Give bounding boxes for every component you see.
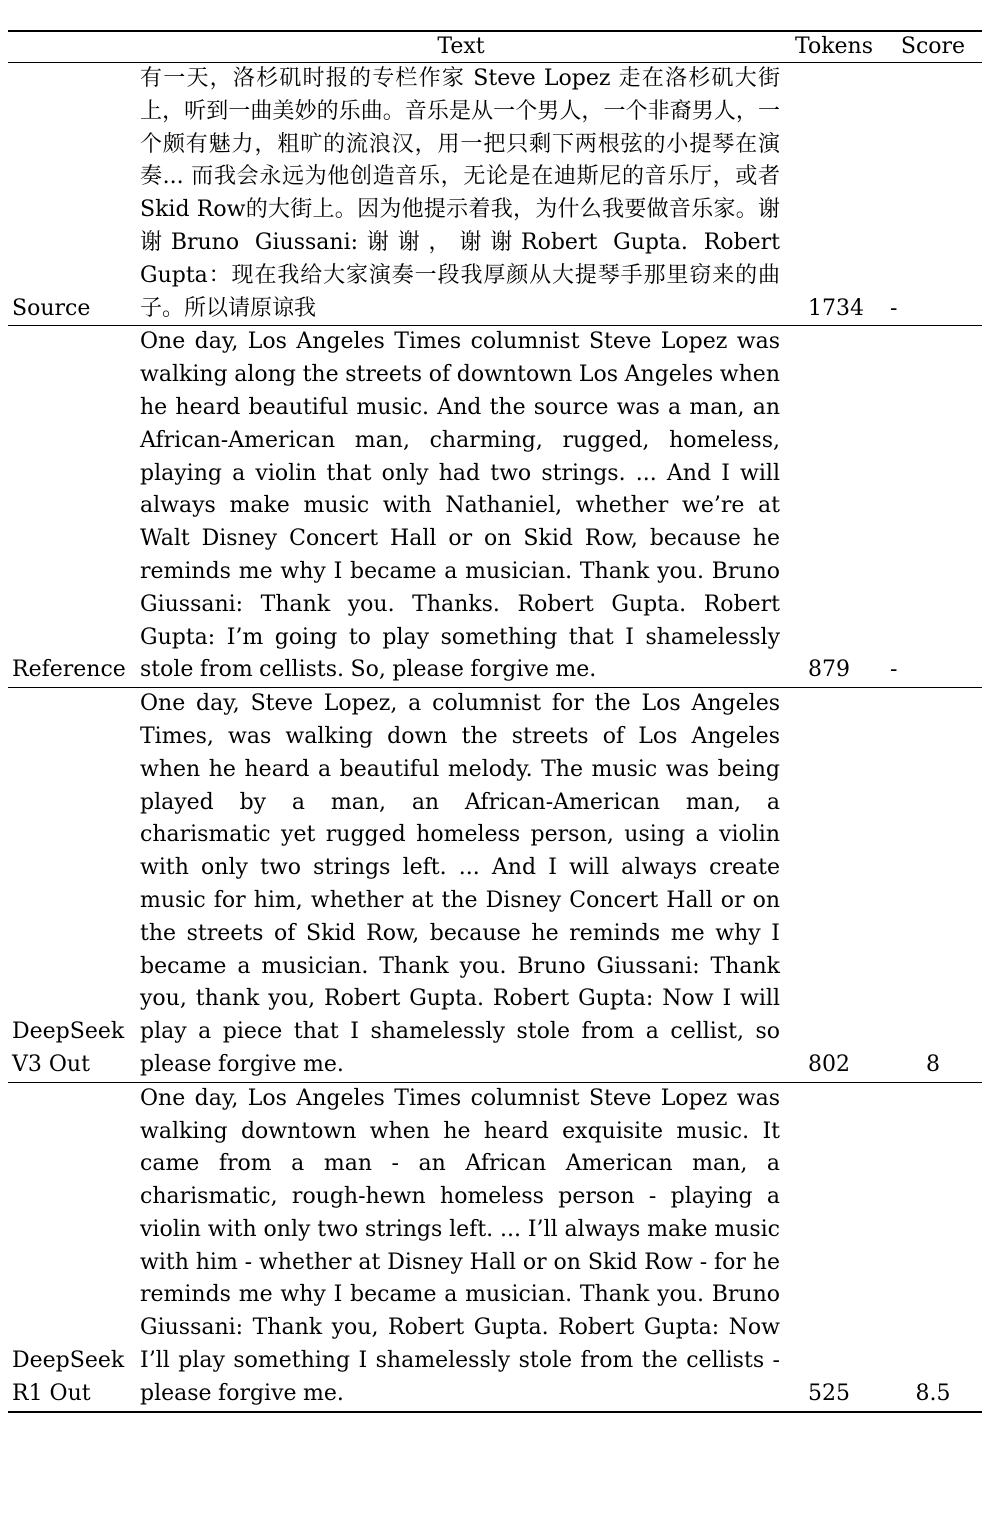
header-row (8, 31, 982, 63)
row-tokens: 525 (808, 1380, 850, 1406)
table-row-deepseek-v3 (8, 688, 982, 1083)
row-label: Reference (12, 657, 126, 683)
header-text: Text (437, 34, 485, 59)
row-text: One day, Los Angeles Times columnist Steve Lopez was walking along the streets of downtown Los Angeles when he heard beautiful music. And the source was a man, an African-American man, charming, rugged, homeless, playing a violin that only had two strings. ... And I will always make music with Nathaniel, whether we’re at Walt Disney Concert Hall or on Skid Row, because he reminds me why I became a musician. Thank you. Bruno Giussani: Thank you. Thanks. Robert Gupta. Robert Gupta: I’m going to play something that I shamelessly stole from cellists. So, please forgive me. (140, 329, 780, 683)
table-row-deepseek-r1 (8, 1082, 982, 1411)
row-tokens: 879 (808, 657, 850, 683)
header-label (8, 31, 138, 63)
row-tokens: 802 (808, 1051, 850, 1077)
row-score: 8 (926, 1051, 940, 1077)
table-row-source (8, 63, 982, 326)
header-tokens: Tokens (794, 34, 874, 59)
row-score: 8.5 (915, 1380, 951, 1406)
row-score: - (890, 295, 898, 321)
row-label: Source (12, 295, 91, 321)
row-score: - (890, 657, 898, 683)
row-text: One day, Steve Lopez, a columnist for the Los Angeles Times, was walking down the streets of Los Angeles when he heard a beautiful melody. The music was being played by a man, an African-American man, a charismatic yet rugged homeless person, using a violin with only two strings left. ... And I will always create music for him, whether at the Disney Concert Hall or on the streets of Skid Row, because he reminds me why I became a musician. Thank you. Bruno Giussani: Thank you, thank you, Robert Gupta. Robert Gupta: Now I will play a piece that I shamelessly stole from a cellist, so please forgive me. (140, 691, 780, 1077)
header-score: Score (900, 34, 966, 59)
row-label: DeepSeek V3 Out (12, 1019, 125, 1077)
row-label: DeepSeek R1 Out (12, 1348, 125, 1406)
comparison-table (8, 30, 982, 1413)
row-text: 有一天，洛杉矶时报的专栏作家 Steve Lopez 走在洛杉矶大街上，听到一曲美妙的乐曲。音乐是从一个男人，一个非裔男人，一个颇有魅力，粗旷的流浪汉，用一把只剩下两根弦的小提琴在演奏... 而我会永远为他创造音乐，无论是在迪斯尼的音乐厅，或者Skid Row的大街上。因为他提示着我，为什么我要做音乐家。谢谢Bruno Giussani:谢谢，谢谢Robert Gupta. Robert Gupta：现在我给大家演奏一段我厚颜从大提琴手那里窃来的曲子。所以请原谅我 (140, 66, 780, 321)
row-tokens: 1734 (808, 295, 864, 321)
table-row-reference (8, 326, 982, 688)
row-text: One day, Los Angeles Times columnist Steve Lopez was walking downtown when he heard exquisite music. It came from a man - an African American man, a charismatic, rough-hewn homeless person - playing a violin with only two strings left. ... I’ll always make music with him - whether at Disney Hall or on Skid Row - for he reminds me why I became a musician. Thank you. Bruno Giussani: Thank you, Robert Gupta. Robert Gupta: Now I’ll play something I shamelessly stole from the cellists - please forgive me. (140, 1085, 780, 1406)
